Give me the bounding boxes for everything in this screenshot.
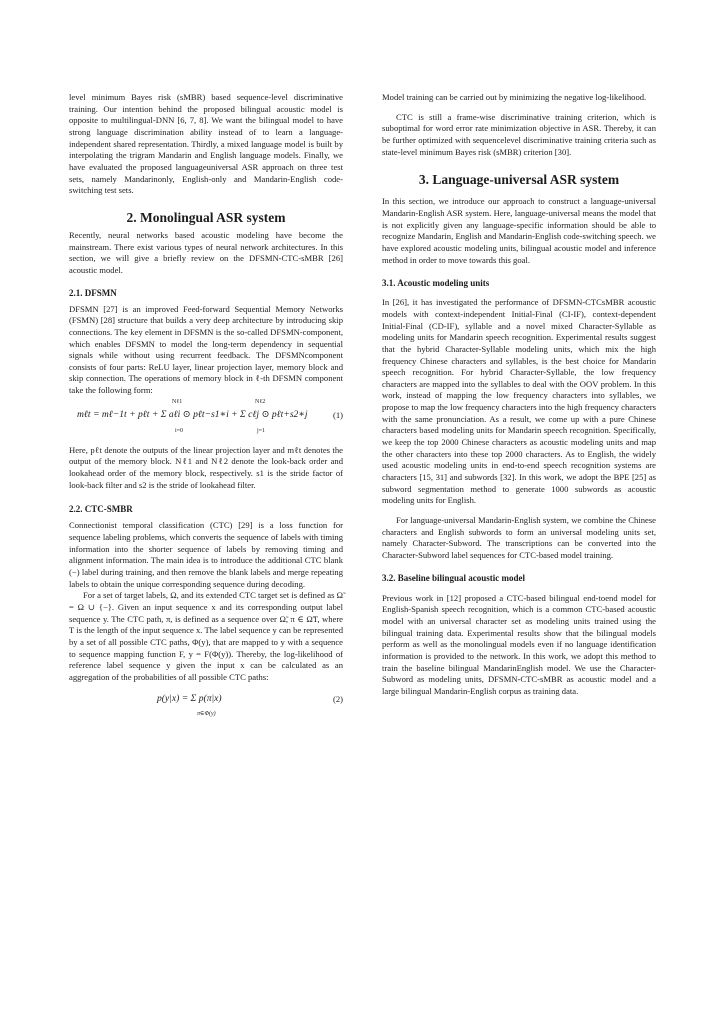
eq1-sum1-upper: Nℓ1	[172, 398, 183, 405]
left-column	[69, 92, 343, 720]
subsection-2-1-heading: 2.1. DFSMN	[69, 287, 117, 298]
eq1-explanation: Here, pℓt denote the outputs of the linear projection layer and mℓt denotes the output of the memory block. Nℓ1 and Nℓ2 denote the look-back order and lookahead order of the memory block, respectively. s1 is the stride factor of look-back filter and s2 is the stride of lookahead filter.	[69, 444, 343, 490]
subsection-2-2-heading: 2.2. CTC-SMBR	[69, 504, 133, 515]
equation-2	[69, 684, 343, 720]
subsection-3-1-heading: 3.1. Acoustic modeling units	[382, 278, 490, 289]
eq2-number: (2)	[332, 693, 343, 704]
right-column	[382, 92, 656, 698]
baseline-paragraph: Previous work in [12] proposed a CTC-based bilingual end-toend model for English-Spanish speech recognition, which is a common CTC-based acoustic model with an universal character set as modeling units trained using the bilingual training data. Experimental results show that the bilingual models perform as well as the monolingual models even if no language identification information is provided to the network. In this work, we adopt this method to train the baseline bilingual MandarinEnglish model. We use the Character-Subword as modeling units, DFSMN-CTC-sMBR as acoustic model and a large bilingual Mandarin-English corpus as training data.	[382, 592, 656, 696]
section-2-intro: Recently, neural networks based acoustic modeling have become the mainstream. There exist various types of neural network architectures. In this section, we will give a briefly review on the DFSMN-CTC-sMBR [26] acoustic model.	[69, 229, 343, 275]
ctc-paragraph-1: Connectionist temporal classification (CTC) [29] is a loss function for sequence labeling problems, which converts the sequence of labels with timing information into the shorter sequence of labels by removing timing and alignment information. The main idea is to introduce the additional CTC blank (−) label during training, and then remove the blank labels and merge repeating labels to obtain the unique corresponding sequence during decoding.	[69, 520, 343, 589]
intro-paragraph: level minimum Bayes risk (sMBR) based sequence-level discriminative training. Our intention behind the proposed bilingual acoustic model is opposite to multilingual-DNN [6, 7, 8]. We want the bilingual model to have strong language discrimination ability instead of to learn a language-independent shared representation. Thirdly, a mixed language model is built by interpolating the trigram Mandarin and English language models. Finally, we have evaluated the proposed languageuniversal ASR approach on three test sets, namely Mandarinonly, English-only and Mandarin-English code-switching test sets.	[69, 92, 343, 196]
units-paragraph-1: In [26], it has investigated the performance of DFSMN-CTCsMBR acoustic models with context-independent Initial-Final (CI-IF), context-dependent Initial-Final (CD-IF), syllable and a novel mixed Character-Syllable as modeling units for Mandarin speech recognition. Experimental results suggest that the hybrid Character-Syllable modeling units, which mix the high frequency Chinese characters and syllables, is the best choice for Mandarin speech recognition. For hybrid Character-Syllable, the low frequency characters are mapped into the syllables to deal with the OOV problem. In this work, instead of mapping the low frequency characters into syllables, we propose to map the low frequency characters into the high frequency characters with the same pronunciation. As a result, we come up with a pure Chinese characters based modeling units for Mandarin speech recognition. Specifically, we keep the top 2000 Chinese characters as acoustic modeling units and map the other characters into these top 2000 characters. As to English, the widely used acoustic modeling units in end-to-end speech recognition systems are characters [15, 31] and subwords [32]. In this work, we adopt the BPE [25] as subword segmentation method to generate 1000 subwords as acoustic modeling units for English.	[382, 297, 656, 506]
eq2-formula: p(y|x) = Σ p(π|x)	[157, 692, 222, 704]
section-3-heading: 3. Language-universal ASR system	[418, 172, 620, 188]
eq1-sum2-upper: Nℓ2	[255, 398, 266, 405]
section-3-intro: In this section, we introduce our approach to construct a language-universal Mandarin-English ASR system. Here, language-universal means the model that is not explicitly given any language-specific information should be able to recognize Mandarin, English and Mandarin-English code-switching speech. we have explored acoustic modeling units, bilingual acoustic model and inference method in order to move towards this goal.	[382, 196, 656, 265]
equation-1	[69, 397, 343, 437]
subsection-3-2-heading: 3.2. Baseline bilingual acoustic model	[382, 572, 526, 583]
dfsmn-paragraph: DFSMN [27] is an improved Feed-forward Sequential Memory Networks (FSMN) [28] structure that builds a very deep architecture by introducing skip connections. The key element in DFSMN is the so-called DFSMN-component, which enables DFSMN to model the long-term dependency in sequential signals while without using recurrent feedback. The DFSMNcomponent consists of four parts: ReLU layer, linear projection layer, memory block and skip connection. The operations of memory block in ℓ-th DFSMN component take the following form:	[69, 303, 343, 396]
eq1-sum2-lower: j=1	[257, 427, 266, 434]
section-2-heading: 2. Monolingual ASR system	[126, 209, 286, 225]
eq2-sum-lower: π∈Φ(y)	[197, 710, 216, 717]
smbr-paragraph: CTC is still a frame-wise discriminative training criterion, which is suboptimal for word error rate minimization objective in ASR. Thereby, it can be further optimized with sequencelevel discriminative training criteria such as state-level minimum Bayes risk (sMBR) criterion [30].	[382, 111, 656, 157]
units-paragraph-2: For language-universal Mandarin-English system, we combine the Chinese characters and English subwords to form an universal modeling units set, namely Character-Subword. The transcriptions can be converted into the Character-Subword label sequences for CTC-based model training.	[382, 515, 656, 560]
ctc-paragraph-2: For a set of target labels, Ω, and its extended CTC target set is defined as Ω̃ = Ω ∪ {−}. Given an input sequence x and its corresponding output label sequence y. The CTC path, π, is defined as a sequence over Ω̃, π ∈ Ω̃T, where T is the length of the input sequence x. The label sequence y can be represented by a set of all possible CTC paths, Φ(y), that are mapped to y with a sequence to sequence mapping function F, y = F(Φ(y)). Thereby, the log-likelihood of reference label sequence y given the input x can be calculated as an aggregation of the probabilities of all possible CTC paths:	[69, 590, 343, 682]
eq1-number: (1)	[332, 409, 343, 420]
eq1-formula: mℓt = mℓ−1t + pℓt + Σ aℓi ⊙ pℓt−s1∗i + Σ cℓj ⊙ pℓt+s2∗j	[77, 408, 308, 420]
eq1-sum1-lower: i=0	[175, 427, 184, 434]
training-paragraph: Model training can be carried out by minimizing the negative log-likelihood.	[382, 92, 647, 102]
